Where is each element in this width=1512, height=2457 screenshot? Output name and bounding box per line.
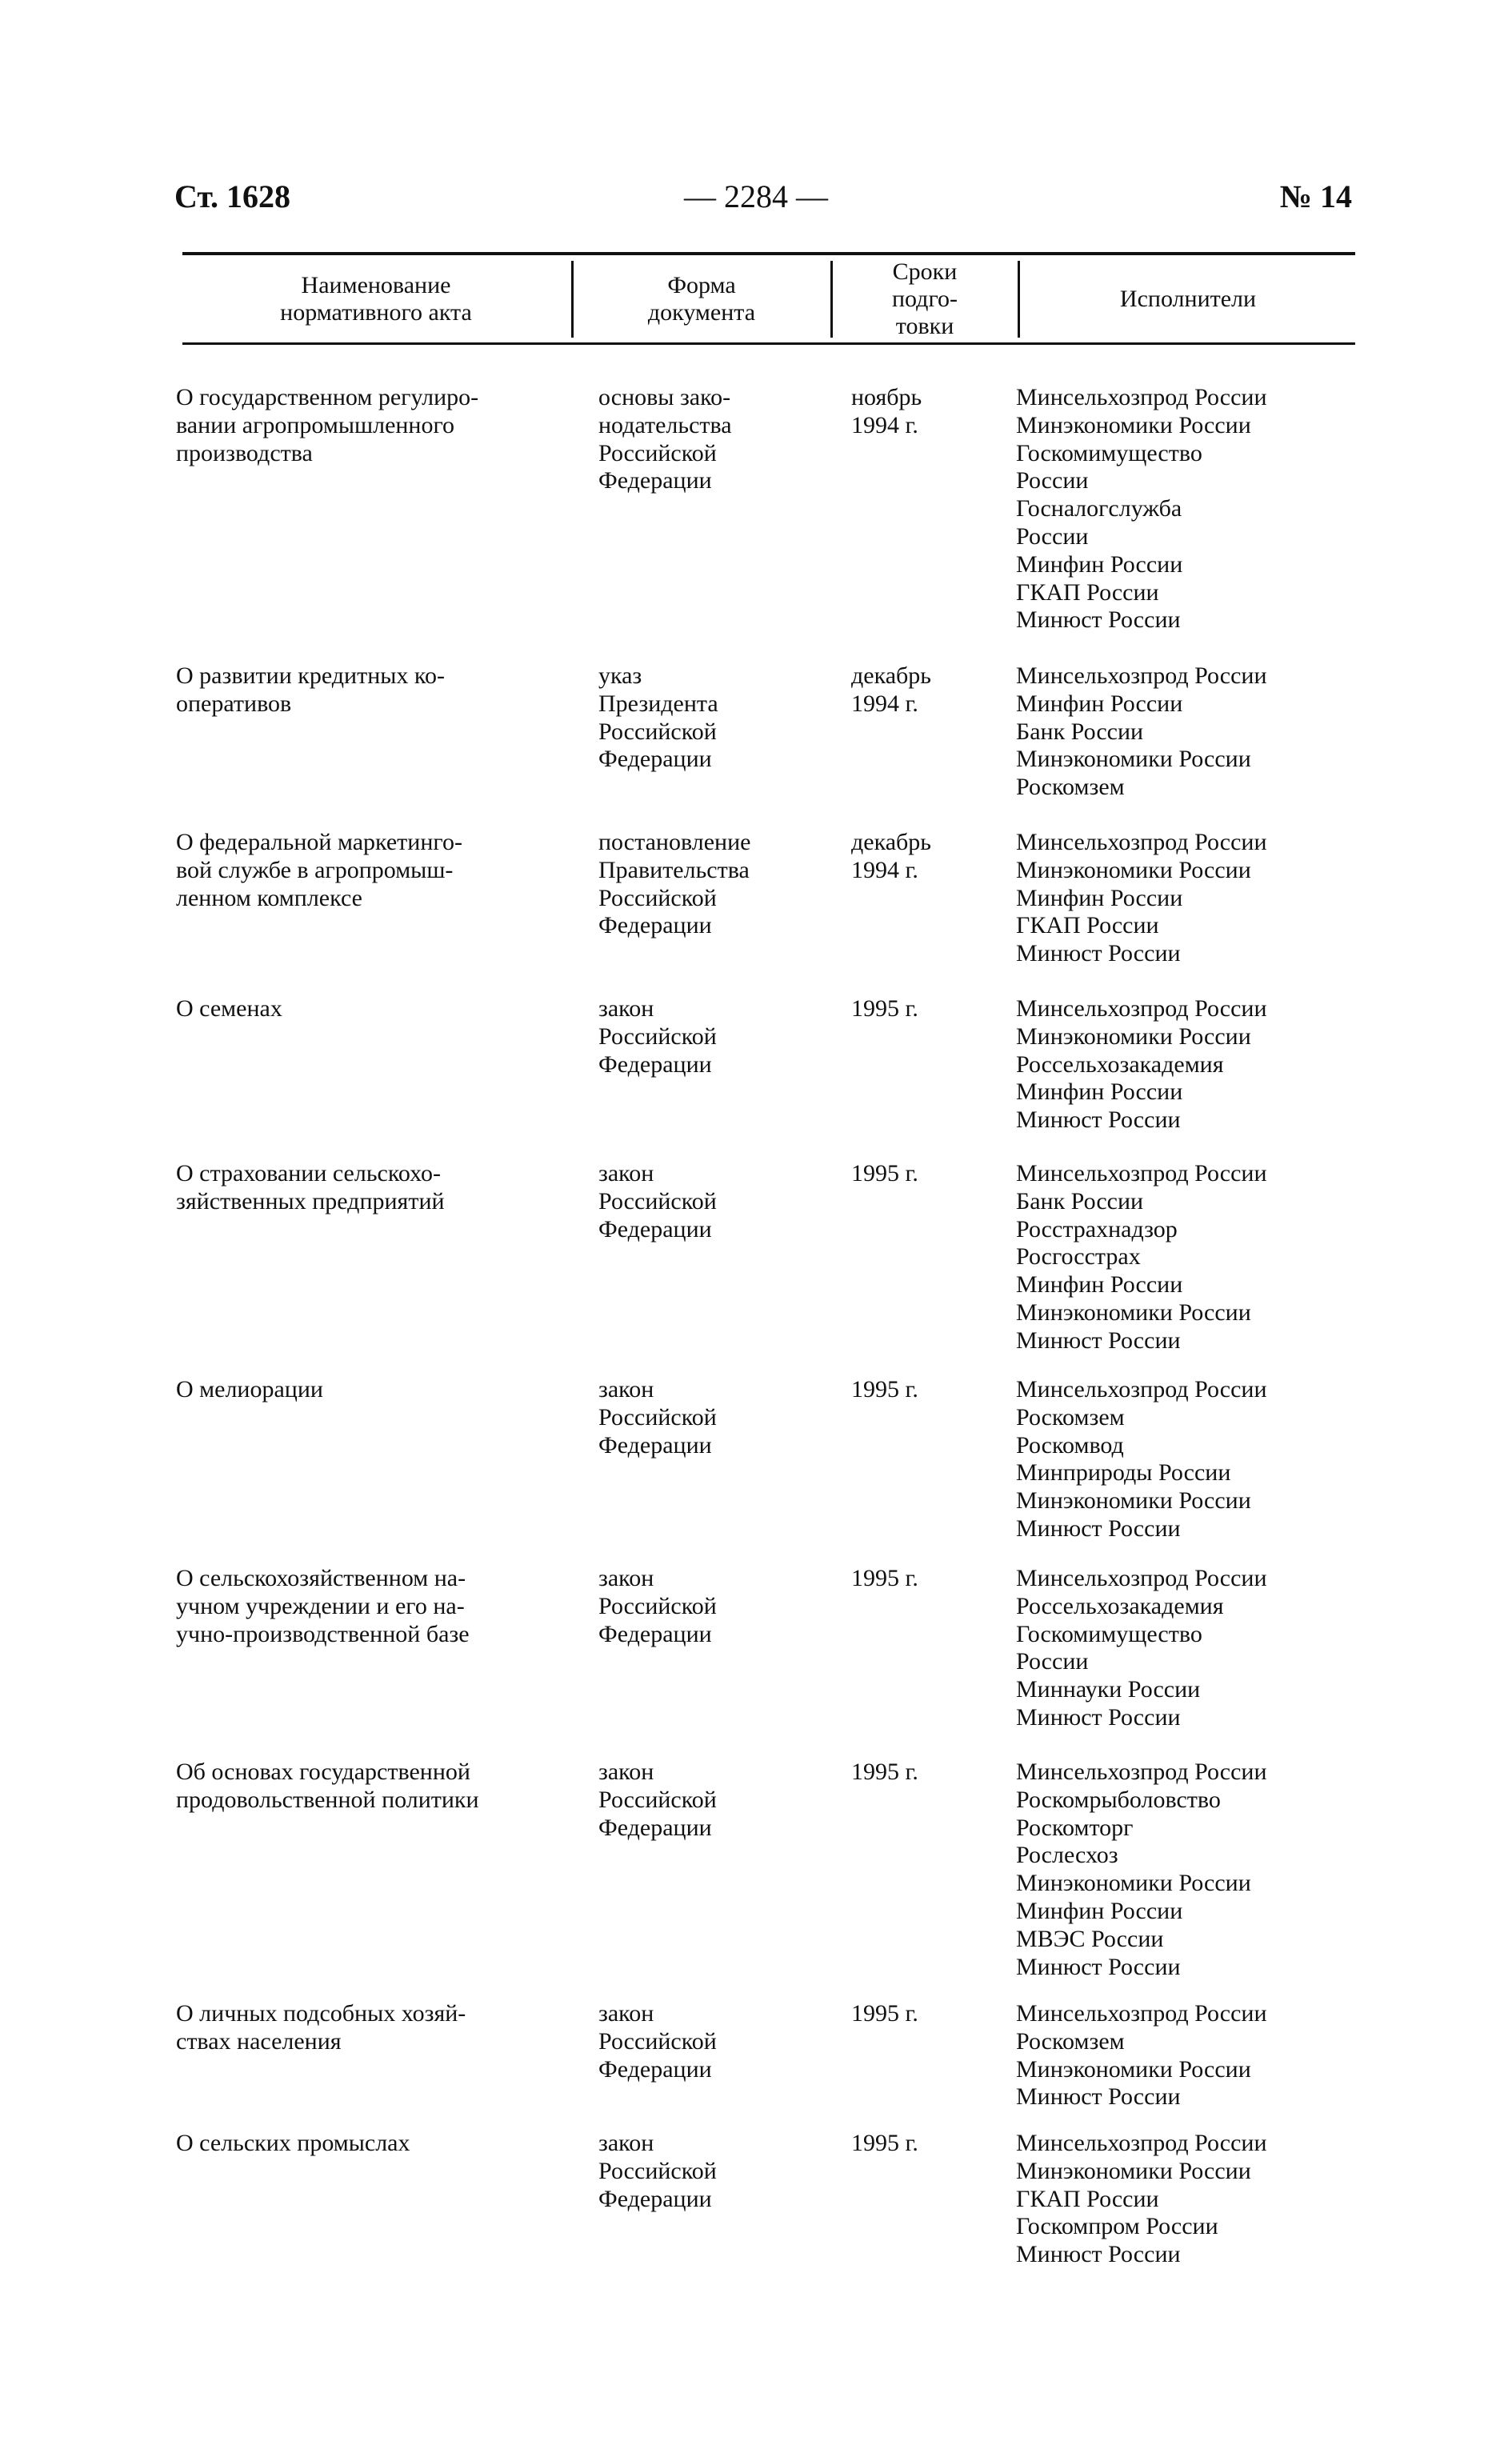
executors: Минсельхозпрод России Роскомзем Минэкономики России Минюст России — [1016, 2000, 1267, 2111]
page-number: — 2284 — — [684, 178, 828, 214]
document-form: постановление Правительства Российской Федерации — [598, 829, 751, 939]
act-name: О мелиорации — [176, 1376, 323, 1403]
act-name: О федеральной маркетинго- вой службе в агропромыш- ленном комплексе — [176, 829, 462, 911]
preparation-term: 1995 г. — [851, 1160, 918, 1186]
column-divider — [571, 261, 574, 338]
executors: Минсельхозпрод России Минэкономики России Минфин России ГКАП России Минюст России — [1016, 829, 1267, 967]
article-number: Ст. 1628 — [174, 178, 290, 214]
document-form: закон Российской Федерации — [598, 1160, 717, 1243]
table-header-rule — [182, 342, 1355, 345]
document-form: закон Российской Федерации — [598, 1565, 717, 1647]
act-name: О государственном регулиро- вании агропромышленного производства — [176, 384, 479, 466]
executors: Минсельхозпрод России Минфин России Банк России Минэкономики России Роскомзем — [1016, 662, 1267, 801]
issue-number: № 14 — [1279, 178, 1352, 214]
executors: Минсельхозпрод России Банк России Росстрахнадзор Росгосстрах Минфин России Минэкономики России Минюст России — [1016, 1160, 1267, 1354]
document-form: указ Президента Российской Федерации — [598, 662, 718, 773]
act-name: О личных подсобных хозяй- ствах населения — [176, 2000, 466, 2055]
act-name: О сельских промыслах — [176, 2130, 410, 2156]
preparation-term: 1995 г. — [851, 1759, 918, 1785]
document-form: закон Российской Федерации — [598, 2000, 717, 2083]
act-name: О развитии кредитных ко- оперативов — [176, 662, 445, 717]
preparation-term: 1995 г. — [851, 2000, 918, 2027]
column-header-form: Форма документа — [647, 272, 756, 326]
executors: Минсельхозпрод России Роскомзем Роскомвод Минприроды России Минэкономики России Минюст России — [1016, 1376, 1267, 1542]
preparation-term: 1995 г. — [851, 1376, 918, 1403]
preparation-term: 1995 г. — [851, 995, 918, 1022]
act-name: О семенах — [176, 995, 282, 1022]
document-form: закон Российской Федерации — [598, 2130, 717, 2212]
executors: Минсельхозпрод России Минэкономики России Россельхозакадемия Минфин России Минюст России — [1016, 995, 1267, 1134]
act-name: Об основах государственной продовольственной политики — [176, 1759, 479, 1813]
act-name: О страховании сельскохо- зяйственных предприятий — [176, 1160, 445, 1214]
executors: Минсельхозпрод России Минэкономики России Госкомимущество России Госнaлогслужба России Минфин России ГКАП России Минюст России — [1016, 384, 1267, 634]
document-form: основы зако- нодательства Российской Федерации — [598, 384, 732, 494]
preparation-term: 1995 г. — [851, 1565, 918, 1591]
column-divider — [830, 261, 833, 338]
document-form: закон Российской Федерации — [598, 1376, 717, 1459]
preparation-term: декабрь 1994 г. — [851, 829, 931, 883]
executors: Минсельхозпрод России Роскомрыболовство Роскомторг Рослесхоз Минэкономики России Минфин России МВЭС России Минюст России — [1016, 1759, 1267, 1980]
column-header-executors: Исполнители — [1119, 286, 1257, 312]
preparation-term: ноябрь 1994 г. — [851, 384, 922, 438]
executors: Минсельхозпрод России Минэкономики России ГКАП России Госкомпром России Минюст России — [1016, 2130, 1267, 2268]
executors: Минсельхозпрод России Россельхозакадемия Госкомимущество России Миннауки России Минюст России — [1016, 1565, 1267, 1731]
preparation-term: декабрь 1994 г. — [851, 662, 931, 717]
column-header-term: Сроки подго- товки — [891, 258, 958, 339]
preparation-term: 1995 г. — [851, 2130, 918, 2156]
column-header-name: Наименование нормативного акта — [280, 272, 472, 326]
table-top-rule — [182, 252, 1355, 255]
column-divider — [1018, 261, 1020, 338]
document-form: закон Российской Федерации — [598, 995, 717, 1078]
act-name: О сельскохозяйственном на- учном учреждении и его на- учно-производственной базе — [176, 1565, 470, 1647]
document-form: закон Российской Федерации — [598, 1759, 717, 1841]
